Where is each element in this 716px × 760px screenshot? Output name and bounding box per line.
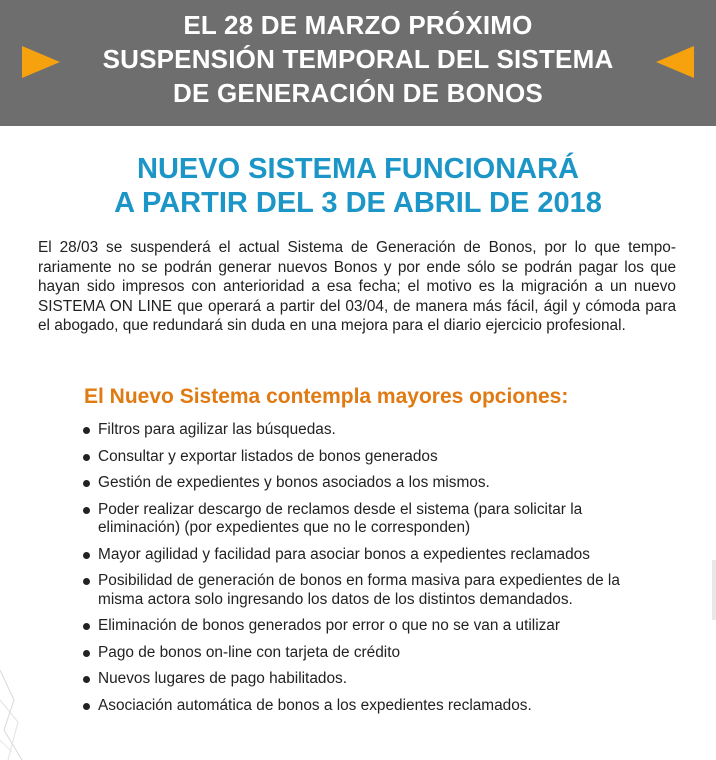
bullet-icon xyxy=(83,454,90,461)
list-item-text: Eliminación de bonos generados por error o que no se van a utilizar xyxy=(98,617,560,634)
bullet-icon xyxy=(83,507,90,514)
arrow-right-icon xyxy=(22,46,60,78)
headline-line: NUEVO SISTEMA FUNCIONARÁ xyxy=(137,153,579,185)
list-item-text: Poder realizar descargo de reclamos desde el sistema (para solicitar la eliminación) (por expedientes que no le corresponden) xyxy=(98,500,583,536)
list-item xyxy=(80,670,640,689)
bullet-icon xyxy=(83,427,90,434)
main-headline xyxy=(40,152,676,220)
headline-line: A PARTIR DEL 3 DE ABRIL DE 2018 xyxy=(114,187,602,219)
list-item-text: Asociación automática de bonos a los expedientes reclamados. xyxy=(98,696,532,714)
list-item-text: Nuevos lugares de pago habilitados. xyxy=(98,670,347,687)
arrow-left-icon xyxy=(656,46,694,78)
decorative-line xyxy=(0,740,12,752)
bullet-icon xyxy=(83,552,90,559)
banner-title xyxy=(70,8,646,110)
list-item xyxy=(80,501,640,538)
list-item xyxy=(80,421,640,440)
options-list xyxy=(80,421,640,723)
list-item xyxy=(80,697,640,716)
list-item xyxy=(80,617,640,636)
list-item xyxy=(80,572,640,609)
decorative-lines-graphic xyxy=(0,660,40,760)
bullet-icon xyxy=(83,703,90,710)
header-banner xyxy=(0,0,716,126)
list-item-text: Filtros para agilizar las búsquedas. xyxy=(98,421,336,438)
options-heading: El Nuevo Sistema contempla mayores opciones: xyxy=(84,385,569,408)
list-item-text: Gestión de expedientes y bonos asociados a los mismos. xyxy=(98,474,490,491)
banner-title-line: EL 28 DE MARZO PRÓXIMO xyxy=(183,10,533,40)
bullet-icon xyxy=(83,480,90,487)
intro-paragraph: El 28/03 se suspenderá el actual Sistema de Generación de Bonos, por lo que temporariamente no se podrán generar nuevos Bonos y por ende sólo se podrán pagar los que hayan sido impresos con anterioridad a esa fecha; el motivo es la migración a un nuevo SISTEMA ON LINE que operará a partir del 03/04, de manera más fácil, ágil y cómoda para el abogado, que redundará sin duda en una mejora para el diario ejercicio profesional. xyxy=(38,239,676,334)
edge-decoration xyxy=(712,560,716,620)
bullet-icon xyxy=(83,650,90,657)
list-item xyxy=(80,644,640,663)
bullet-icon xyxy=(83,623,90,630)
banner-title-line: DE GENERACIÓN DE BONOS xyxy=(173,78,543,108)
list-item xyxy=(80,546,640,565)
list-item-text: Pago de bonos on-line con tarjeta de crédito xyxy=(98,643,401,661)
bullet-icon xyxy=(83,676,90,683)
list-item xyxy=(80,448,640,467)
list-item-text: Consultar y exportar listados de bonos generados xyxy=(98,447,438,465)
list-item-text: Posibilidad de generación de bonos en forma masiva para expedientes de la misma actora solo ingresando los datos de los distintos demandados. xyxy=(98,572,620,608)
bullet-icon xyxy=(83,578,90,585)
banner-title-line: SUSPENSIÓN TEMPORAL DEL SISTEMA xyxy=(102,44,614,74)
decorative-line xyxy=(0,700,18,760)
list-item xyxy=(80,474,640,493)
list-item-text: Mayor agilidad y facilidad para asociar bonos a expedientes reclamados xyxy=(98,545,590,563)
decorative-line xyxy=(0,670,22,760)
